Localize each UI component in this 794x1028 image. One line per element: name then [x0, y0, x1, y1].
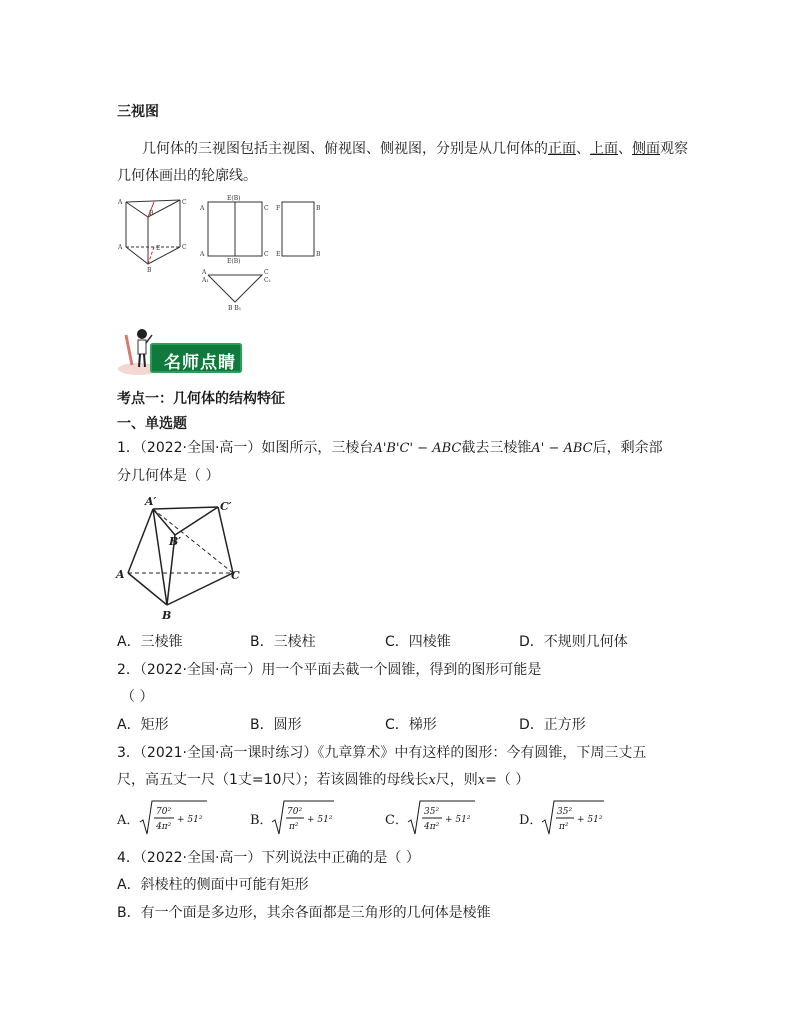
side-label-b: B [316, 251, 321, 258]
q1-fig-label-a1: A′ [145, 495, 157, 508]
q3-option-b-label[interactable]: B． [250, 813, 273, 828]
q3-line-2 [117, 771, 529, 790]
q2-line-2: （ ） [121, 689, 154, 705]
q1-fig-label-a: A [116, 568, 125, 581]
q3-d-num: 35² [557, 807, 573, 817]
intro-sep-1: 、 [576, 141, 590, 157]
q4-line-1: 4．（2022·全国·高一）下列说法中正确的是（ ） [117, 850, 420, 866]
q1-fig-label-c: C [231, 569, 240, 582]
q3-a-plus: + 51² [177, 815, 203, 825]
prism-label-b: B [147, 267, 152, 274]
q1-frustum-figure [115, 493, 250, 623]
intro-line-2: 几何体画出的轮廓线。 [117, 168, 257, 184]
q3-line-1: 3．（2021·全国·高一课时练习）《九章算术》中有这样的图形：今有圆锥，下周三丈五 [117, 745, 647, 761]
top-label-b: B B₁ [228, 305, 242, 312]
q3-options [112, 798, 632, 840]
top-label-a: A [202, 269, 207, 276]
three-view-figure [112, 192, 332, 316]
q1-fig-label-b: B [162, 609, 172, 622]
side-label-e: E [276, 251, 281, 258]
top-label-a1: A₁ [202, 277, 209, 284]
q2-option-a[interactable]: A．矩形 [117, 717, 169, 733]
q3-c-den: 4π² [424, 822, 440, 832]
intro-side: 侧面 [632, 141, 660, 157]
q4-option-a[interactable]: A．斜棱柱的侧面中可能有矩形 [117, 877, 309, 893]
q3-c-num: 35² [424, 807, 440, 817]
intro-text-1: 几何体的三视图包括主视图、俯视图、侧视图，分别是从几何体的 [142, 141, 548, 157]
section-title: 三视图 [117, 104, 159, 120]
q2-option-d[interactable]: D．正方形 [519, 717, 586, 733]
q3-line-2a: 尺，高五丈一尺（1丈=10尺）；若该圆锥的母线长 [117, 772, 429, 788]
front-label-a: A [200, 251, 205, 258]
q1-math-1: A'B'C' − ABC [373, 441, 462, 456]
banner-text: 名师点睛 [164, 353, 236, 373]
teacher-tips-banner [150, 343, 242, 373]
q1-line-1 [117, 439, 663, 458]
q1-option-a[interactable]: A．三棱锥 [117, 634, 183, 650]
q1-fig-label-b1: B′ [169, 535, 182, 548]
q4-option-b[interactable]: B．有一个面是多边形，其余各面都是三角形的几何体是棱锥 [117, 905, 491, 921]
prism-label-e: E [156, 245, 161, 252]
q2-option-c[interactable]: C．梯形 [385, 717, 437, 733]
prism-label-c: C [182, 244, 187, 251]
q2-option-b[interactable]: B．圆形 [250, 717, 302, 733]
front-label-c1: C [264, 205, 269, 212]
q1-prefix: 1．（2022·全国·高一）如图所示，三棱台 [117, 440, 374, 456]
prism-label-c1: C [182, 199, 187, 206]
q2-line-1: 2．（2022·全国·高一）用一个平面去截一个圆锥，得到的图形可能是 [117, 662, 542, 678]
q3-b-den: π² [289, 822, 299, 832]
q1-line-2: 分几何体是（ ） [117, 468, 220, 484]
top-label-c: C [264, 269, 269, 276]
q1-option-b[interactable]: B．三棱柱 [250, 634, 316, 650]
q1-mid: 截去三棱锥 [461, 440, 532, 456]
top-label-c1: C₁ [264, 277, 271, 284]
intro-top: 上面 [590, 141, 618, 157]
intro-sep-2: 、 [618, 141, 632, 157]
q1-fig-label-c1: C′ [220, 500, 232, 513]
q3-var-x: x [428, 773, 436, 788]
intro-text-2: 观察 [660, 141, 688, 157]
prism-label-a: A [118, 244, 123, 251]
q3-b-num: 70² [287, 807, 303, 817]
front-label-bottom: E(B) [227, 258, 241, 265]
q1-option-c[interactable]: C．四棱锥 [385, 634, 451, 650]
q3-option-d-label[interactable]: D． [519, 813, 543, 828]
q1-suffix: 后，剩余部 [592, 440, 663, 456]
q3-option-a-label[interactable]: A． [117, 813, 140, 828]
q3-var-x-2: x [477, 773, 486, 788]
q3-d-den: π² [559, 822, 569, 832]
q1-option-d[interactable]: D．不规则几何体 [519, 634, 628, 650]
q3-d-plus: + 51² [577, 815, 603, 825]
front-label-top: E(B) [227, 195, 241, 202]
intro-line-1 [142, 140, 688, 158]
single-choice-heading: 一、单选题 [117, 416, 187, 432]
kaodian-heading: 考点一：几何体的结构特征 [117, 391, 285, 407]
side-label-b1: B [316, 205, 321, 212]
q3-b-plus: + 51² [307, 815, 333, 825]
intro-front: 正面 [548, 141, 576, 157]
front-label-a1: A [200, 205, 205, 212]
q1-math-2: A' − ABC [531, 441, 593, 456]
q3-a-num: 70² [156, 807, 172, 817]
q3-option-c-label[interactable]: C． [385, 813, 408, 828]
side-label-f: F [276, 205, 281, 212]
q3-line-2c: =（ ） [485, 772, 530, 788]
q3-line-2b: 尺，则 [435, 772, 478, 788]
prism-label-a1: A [118, 199, 123, 206]
q3-c-plus: + 51² [445, 815, 471, 825]
prism-label-b1: B [149, 210, 154, 217]
q3-a-den: 4π² [156, 822, 172, 832]
front-label-c: C [264, 251, 269, 258]
